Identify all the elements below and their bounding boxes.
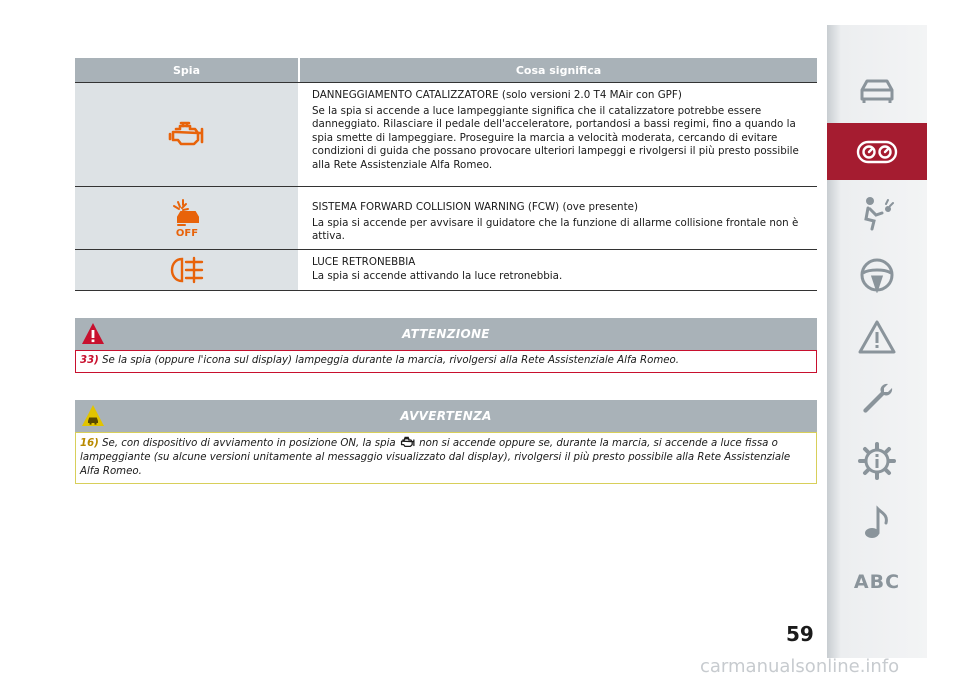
technical-data-icon <box>857 441 897 481</box>
engine-check-icon <box>167 120 207 150</box>
header-cosa-significa: Cosa significa <box>515 63 602 77</box>
avvertenza-text-after: non si accende oppure se, durante la marcia, si accende a luce fissa o lampeggiante (su alcune versioni unitamente al messaggio visualizzato dal display), rivolgersi il più presto possibile alla Rete Assistenziale Alfa Romeo. <box>80 438 791 477</box>
attenzione-header <box>75 318 817 350</box>
wrench-icon <box>858 380 896 418</box>
steering-wheel-icon <box>859 257 895 293</box>
rear-fog-light-icon <box>169 255 205 285</box>
warning-triangle-icon <box>857 319 897 355</box>
row-description <box>300 187 817 249</box>
icon-off-label: OFF <box>175 228 198 238</box>
sidebar-item-safety[interactable] <box>827 191 927 235</box>
attenzione-title: ATTENZIONE <box>402 327 490 341</box>
header-spia: Spia <box>173 63 200 77</box>
note-number: 16) <box>80 438 99 449</box>
row-title: LUCE RETRONEBBIA <box>312 256 416 268</box>
sidebar-item-technical[interactable] <box>827 439 927 483</box>
row-description <box>300 250 817 290</box>
sidebar-item-multimedia[interactable] <box>827 501 927 545</box>
engine-check-icon <box>399 436 416 449</box>
attenzione-box <box>75 318 817 373</box>
sidebar-item-index[interactable] <box>827 563 927 601</box>
icon-cell <box>75 250 298 290</box>
row-description <box>300 83 817 186</box>
avvertenza-title: AVVERTENZA <box>400 409 492 423</box>
watermark: carmanualsonline.info <box>700 656 900 677</box>
abc-index-icon: ABC <box>853 571 901 593</box>
avvertenza-box <box>75 400 817 484</box>
row-text: La spia si accende per avvisare il guidatore che la funzione di allarme collisione frontale non è attiva. <box>312 216 799 243</box>
dashboard-gauges-icon <box>856 139 898 165</box>
chapter-sidebar <box>827 25 927 658</box>
car-icon <box>857 77 897 105</box>
row-text: La spia si accende attivando la luce retronebbia. <box>312 269 563 282</box>
row-title: DANNEGGIAMENTO CATALIZZATORE (solo versioni 2.0 T4 MAir con GPF) <box>312 89 682 101</box>
sidebar-item-dashboard[interactable] <box>827 123 927 180</box>
airbag-seat-icon <box>858 195 896 231</box>
caution-car-icon <box>81 404 105 428</box>
page-number: 59 <box>786 622 814 646</box>
avvertenza-header <box>75 400 817 432</box>
sidebar-item-vehicle[interactable] <box>827 69 927 113</box>
music-note-icon <box>862 505 892 541</box>
avvertenza-body <box>75 432 817 484</box>
forward-collision-off-icon <box>170 198 204 238</box>
sidebar-item-driving[interactable] <box>827 253 927 297</box>
table-row <box>75 250 817 291</box>
sidebar-item-maintenance[interactable] <box>827 377 927 421</box>
note-number: 33) <box>80 355 99 366</box>
avvertenza-text-before: Se, con dispositivo di avviamento in posizione ON, la spia <box>102 438 396 449</box>
row-text: Se la spia si accende a luce lampeggiante significa che il catalizzatore potrebbe essere danneggiato. Rilasciare il pedale dell'acceleratore, portandosi a bassi regimi, fino a quando la spia smette di lampeggiare. Proseguire la marcia a velocità moderata, cercando di evitare condizioni di guida che possano provocare ulteriori lampeggi e rivolgersi il più presto possibile alla Rete Assistenziale Alfa Romeo. <box>312 104 799 171</box>
table-row <box>75 187 817 250</box>
table-row <box>75 82 817 187</box>
attenzione-body <box>75 350 817 373</box>
table-header <box>75 58 817 82</box>
warning-lights-table <box>75 58 817 291</box>
danger-triangle-icon <box>81 322 105 346</box>
icon-cell <box>75 83 298 186</box>
row-title: SISTEMA FORWARD COLLISION WARNING (FCW) (ove presente) <box>312 201 638 213</box>
attenzione-text: Se la spia (oppure l'icona sul display) lampeggia durante la marcia, rivolgersi alla Rete Assistenziale Alfa Romeo. <box>102 355 679 366</box>
sidebar-item-emergency[interactable] <box>827 315 927 359</box>
icon-cell <box>75 187 298 249</box>
